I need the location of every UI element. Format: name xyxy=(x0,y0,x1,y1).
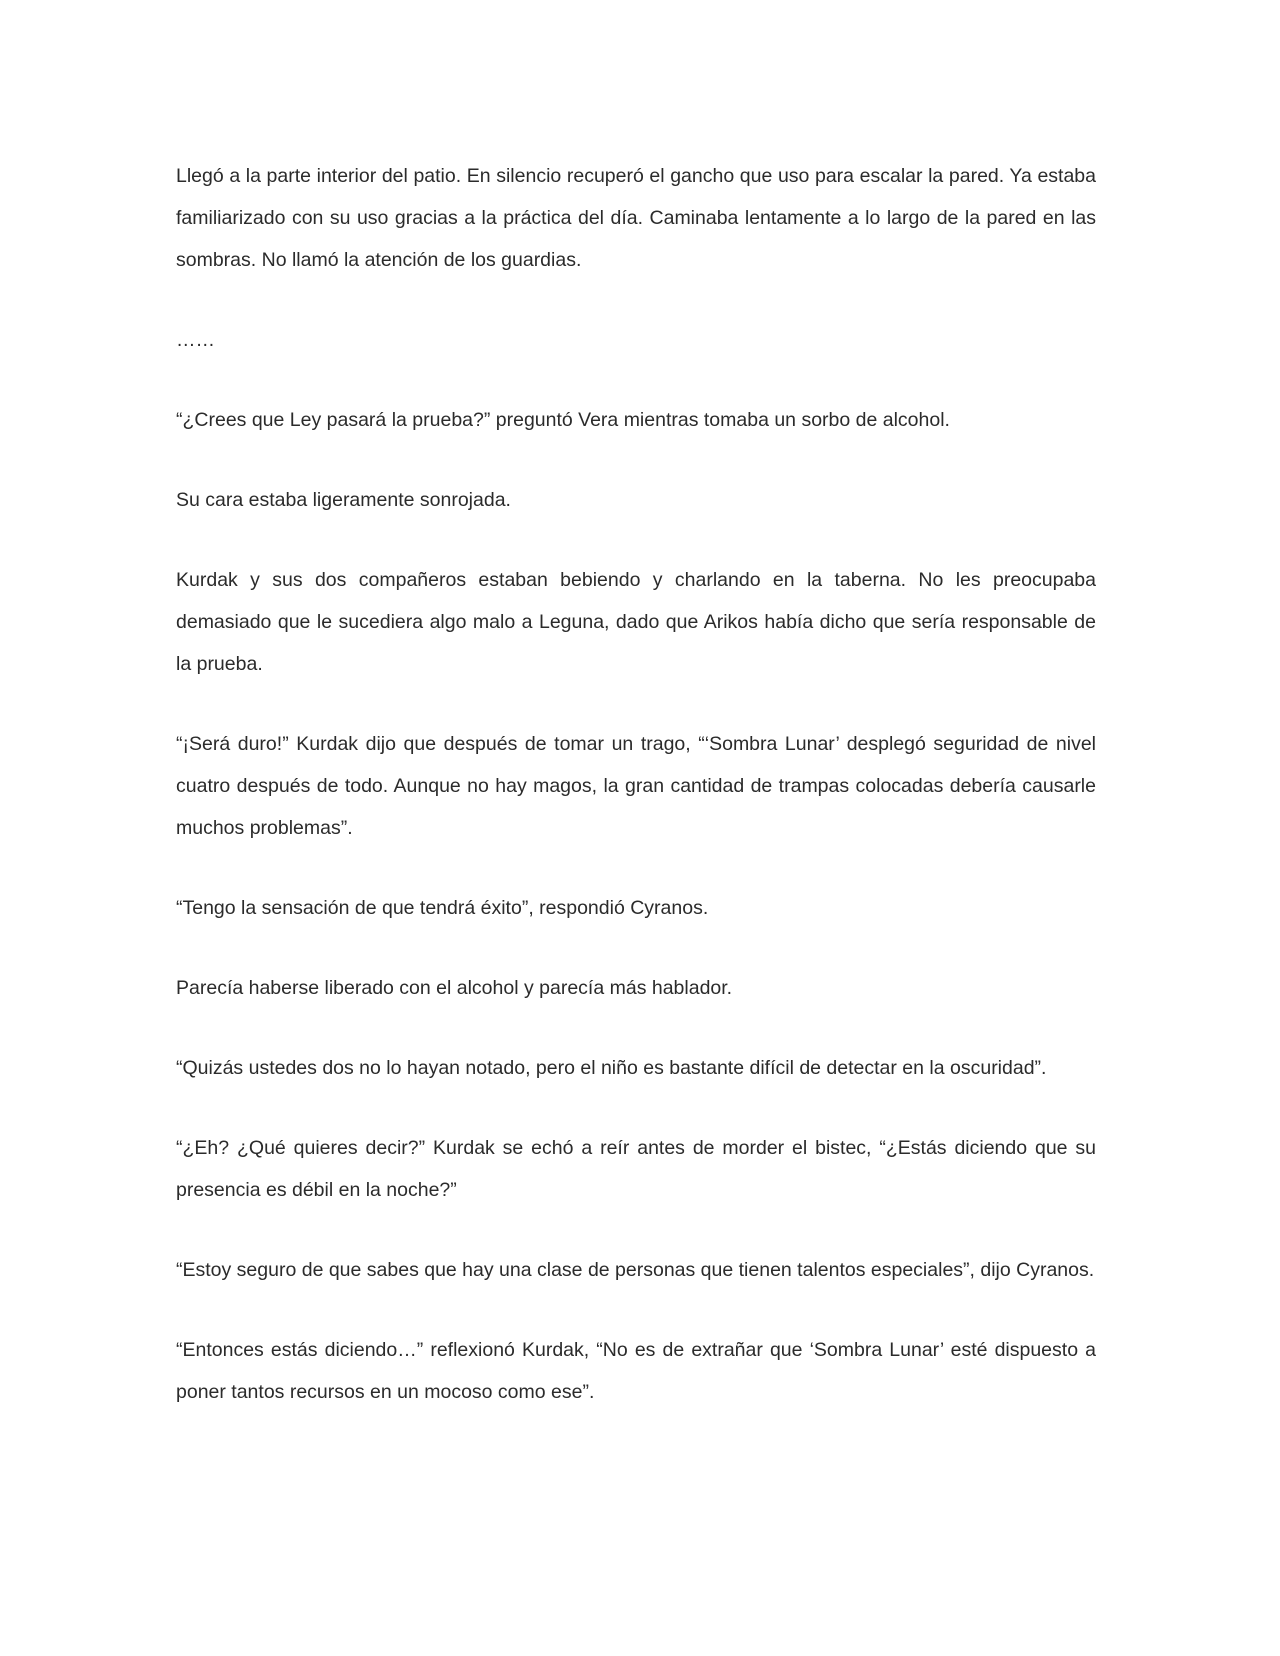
paragraph: Su cara estaba ligeramente sonrojada. xyxy=(176,489,511,511)
paragraph: “Quizás ustedes dos no lo hayan notado, pero el niño es bastante difícil de detectar en la oscuridad”. xyxy=(176,1057,1047,1079)
paragraph: Parecía haberse liberado con el alcohol y parecía más hablador. xyxy=(176,977,733,999)
paragraph: “¿Eh? ¿Qué quieres decir?” Kurdak se echó a reír antes de morder el bistec, “¿Estás diciendo que su presencia es débil en la noche?” xyxy=(176,1137,1096,1201)
paragraph: “Tengo la sensación de que tendrá éxito”, respondió Cyranos. xyxy=(176,897,709,919)
paragraph: “Estoy seguro de que sabes que hay una clase de personas que tienen talentos especiales”, dijo Cyranos. xyxy=(176,1259,1095,1281)
paragraph: “¡Será duro!” Kurdak dijo que después de tomar un trago, “‘Sombra Lunar’ desplegó seguridad de nivel cuatro después de todo. Aunque no hay magos, la gran cantidad de trampas colocadas debería causarle muchos problemas”. xyxy=(176,733,1096,839)
scene-break: …… xyxy=(176,329,215,351)
paragraph: “¿Crees que Ley pasará la prueba?” preguntó Vera mientras tomaba un sorbo de alcohol. xyxy=(176,409,950,431)
document-body xyxy=(176,155,1096,1451)
paragraph: Llegó a la parte interior del patio. En silencio recuperó el gancho que uso para escalar la pared. Ya estaba familiarizado con su uso gracias a la práctica del día. Caminaba lentamente a lo largo de la pared en las sombras. No llamó la atención de los guardias. xyxy=(176,165,1096,271)
paragraph: Kurdak y sus dos compañeros estaban bebiendo y charlando en la taberna. No les preocupaba demasiado que le sucediera algo malo a Leguna, dado que Arikos había dicho que sería responsable de la prueba. xyxy=(176,569,1096,675)
paragraph: “Entonces estás diciendo…” reflexionó Kurdak, “No es de extrañar que ‘Sombra Lunar’ esté dispuesto a poner tantos recursos en un mocoso como ese”. xyxy=(176,1339,1096,1403)
